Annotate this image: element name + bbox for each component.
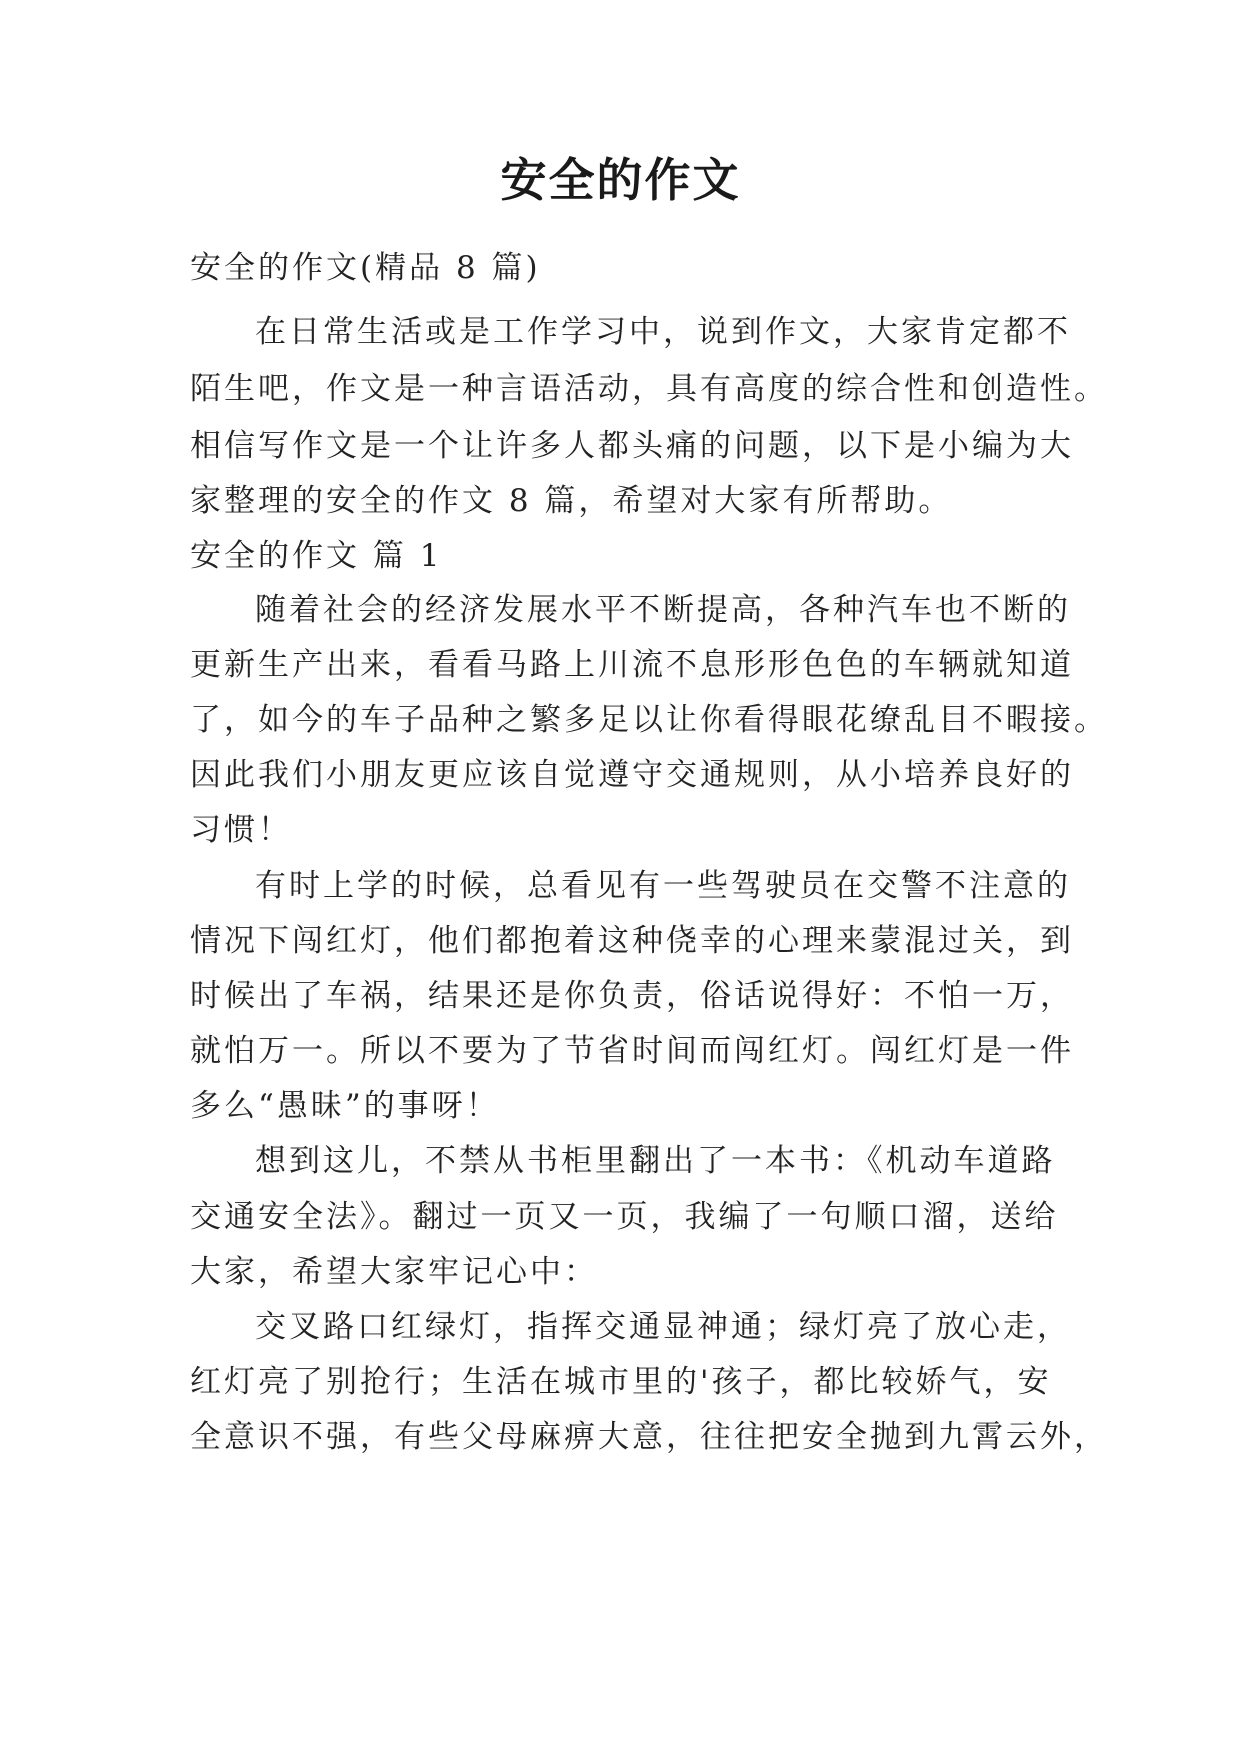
paragraph-line: 在日常生活或是工作学习中，说到作文，大家肯定都不: [255, 314, 1071, 350]
paragraph-line: 家整理的安全的作文 8 篇，希望对大家有所帮助。: [190, 483, 953, 519]
paragraph-line: 交通安全法》。翻过一页又一页，我编了一句顺口溜，送给: [190, 1199, 1059, 1235]
paragraph-line: 想到这儿，不禁从书柜里翻出了一本书：《机动车道路: [255, 1143, 1056, 1179]
paragraph-line: 红灯亮了别抢行；生活在城市里的'孩子，都比较娇气，安: [190, 1364, 1052, 1400]
paragraph-line: 时候出了车祸，结果还是你负责，俗话说得好：不怕一万，: [190, 978, 1074, 1014]
paragraph-line: 相信写作文是一个让许多人都头痛的问题，以下是小编为大: [190, 428, 1074, 464]
paragraph-line: 习惯！: [190, 812, 292, 848]
section-heading: 安全的作文 篇 1: [190, 538, 443, 574]
document-title: 安全的作文: [500, 153, 741, 207]
paragraph-line: 多么“愚昧”的事呀！: [190, 1088, 500, 1124]
paragraph-line: 随着社会的经济发展水平不断提高，各种汽车也不断的: [255, 592, 1071, 628]
paragraph-line: 交叉路口红绿灯，指挥交通显神通；绿灯亮了放心走，: [255, 1309, 1071, 1345]
subtitle-line: 安全的作文(精品 8 篇): [190, 250, 541, 286]
paragraph-line: 更新生产出来，看看马路上川流不息形形色色的车辆就知道: [190, 647, 1074, 683]
paragraph-line: 大家，希望大家牢记心中：: [190, 1254, 598, 1290]
paragraph-line: 了，如今的车子品种之繁多足以让你看得眼花缭乱目不暇接。: [190, 702, 1108, 738]
paragraph-line: 就怕万一。所以不要为了节省时间而闯红灯。闯红灯是一件: [190, 1033, 1074, 1069]
paragraph-line: 有时上学的时候，总看见有一些驾驶员在交警不注意的: [255, 868, 1071, 904]
paragraph-line: 全意识不强，有些父母麻痹大意，往往把安全抛到九霄云外，: [190, 1419, 1108, 1455]
paragraph-line: 因此我们小朋友更应该自觉遵守交通规则，从小培养良好的: [190, 757, 1074, 793]
paragraph-line: 情况下闯红灯，他们都抱着这种侥幸的心理来蒙混过关，到: [190, 923, 1074, 959]
paragraph-line: 陌生吧，作文是一种言语活动，具有高度的综合性和创造性。: [190, 371, 1108, 407]
